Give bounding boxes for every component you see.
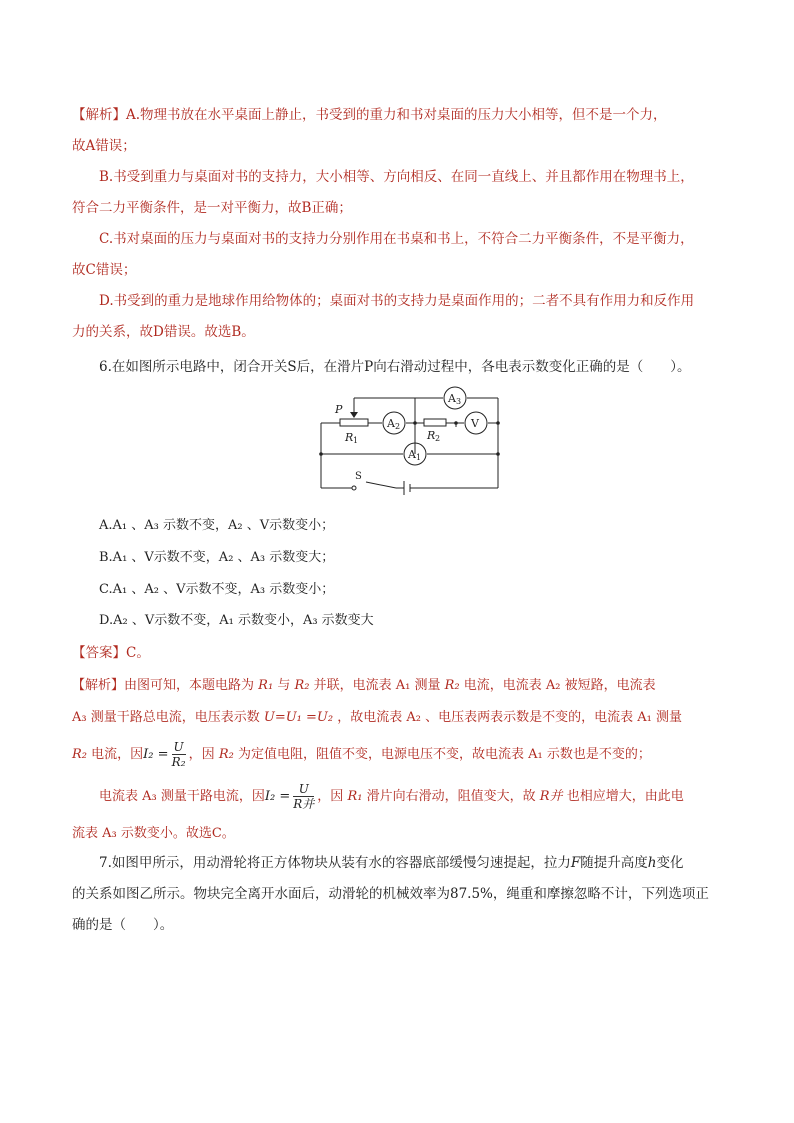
label-A3: A <box>448 392 456 405</box>
fraction-u-over-r2: $\frac{U}{\text{R₂}}$ <box>171 740 186 769</box>
q6-option-b: B.A₁ 、V示数不变，A₂ 、A₃ 示数变大； <box>99 550 335 565</box>
label-R2: R <box>427 429 436 442</box>
q6-option-d: D.A₂ 、V示数不变，A₁ 示数变小，A₃ 示数变大 <box>99 613 374 628</box>
q6-analysis-line4: 电流表 A₃ 测量干路电流，因I₂ = $\frac{U}{\text{R并}}$ ，因 R₁ 滑片向右滑动，阻值变大，故 R并 也相应增大，由此电 <box>99 782 684 811</box>
q6-option-a: A.A₁ 、A₃ 示数不变，A₂ 、V示数变小； <box>99 518 335 533</box>
fraction-u-over-rb: $\frac{U}{\text{R并}}$ <box>293 782 315 811</box>
q7-line1: 7.如图甲所示，用动滑轮将正方体物块从装有水的容器底部缓慢匀速提起，拉力F随提升高度h变化 <box>99 855 684 871</box>
label-S: S <box>355 471 362 482</box>
label-P: P <box>335 403 343 416</box>
q6-analysis-line1: 【解析】由图可知，本题电路为 R₁ 与 R₂ 并联，电流表 A₁ 测量 R₂ 电流，电流表 A₂ 被短路，电流表 <box>72 678 656 693</box>
label-V: V <box>471 417 479 430</box>
q6-analysis-line3: R₂ 电流，因I₂ = $\frac{U}{\text{R₂}}$ ，因 R₂ 为定值电阻，阻值不变，电源电压不变，故电流表 A₁ 示数也是不变的； <box>72 740 651 769</box>
q6-analysis-line2: A₃ 测量干路总电流，电压表示数 U=U₁ =U₂ ，故电流表 A₂ 、电压表两表示数是不变的，电流表 A₁ 测量 <box>72 710 682 725</box>
label-R1-sub: 1 <box>353 436 359 445</box>
q5-analysis-b-line1: B.书受到重力与桌面对书的支持力，大小相等、方向相反、在同一直线上、并且都作用在物理书上， <box>99 169 694 185</box>
q6-option-c: C.A₁ 、A₂ 、V示数不变，A₃ 示数变小； <box>99 582 335 597</box>
q5-analysis-d-line2: 力的关系，故D错误。故选B。 <box>72 324 255 340</box>
analysis-label: 【解析】 <box>72 107 126 123</box>
label-R2-sub: 2 <box>435 434 441 443</box>
q5-analysis-a-line1: 【解析】A.物理书放在水平桌面上静止，书受到的重力和书对桌面的压力大小相等，但不是一个力， <box>72 107 667 123</box>
label-A1-sub: 1 <box>416 453 422 462</box>
label-A2-sub: 2 <box>395 422 401 431</box>
q7-line2: 的关系如图乙所示。物块完全离开水面后，动滑轮的机械效率为87.5%，绳重和摩擦忽略不计，下列选项正 <box>72 886 709 902</box>
q6-answer <box>72 638 722 669</box>
q6-stem: 6.在如图所示电路中，闭合开关S后，在滑片P向右滑动过程中，各电表示数变化正确的是（ ）。 <box>99 359 691 375</box>
circuit-diagram <box>300 385 510 495</box>
label-A2: A <box>387 417 395 430</box>
q7-line3: 确的是（ ）。 <box>72 917 174 933</box>
label-A1: A <box>408 448 416 461</box>
label-A3-sub: 3 <box>456 397 462 406</box>
q6-analysis-line5: 流表 A₃ 示数变小。故选C。 <box>72 826 235 841</box>
answer-label: 【答案】 <box>72 645 126 661</box>
q5-analysis-c-line1: C.书对桌面的压力与桌面对书的支持力分别作用在书桌和书上，不符合二力平衡条件，不是平衡力， <box>99 231 694 247</box>
q5-analysis-a-line2: 故A错误； <box>72 138 136 154</box>
answer-value: C。 <box>126 645 150 661</box>
q5-analysis-b-line2: 符合二力平衡条件，是一对平衡力，故B正确； <box>72 200 352 216</box>
label-R1: R <box>345 431 354 444</box>
q5-analysis-d-line1: D.书受到的重力是地球作用给物体的；桌面对书的支持力是桌面作用的；二者不具有作用力和反作用 <box>99 293 695 309</box>
q5-analysis-c-line2: 故C错误； <box>72 262 137 278</box>
